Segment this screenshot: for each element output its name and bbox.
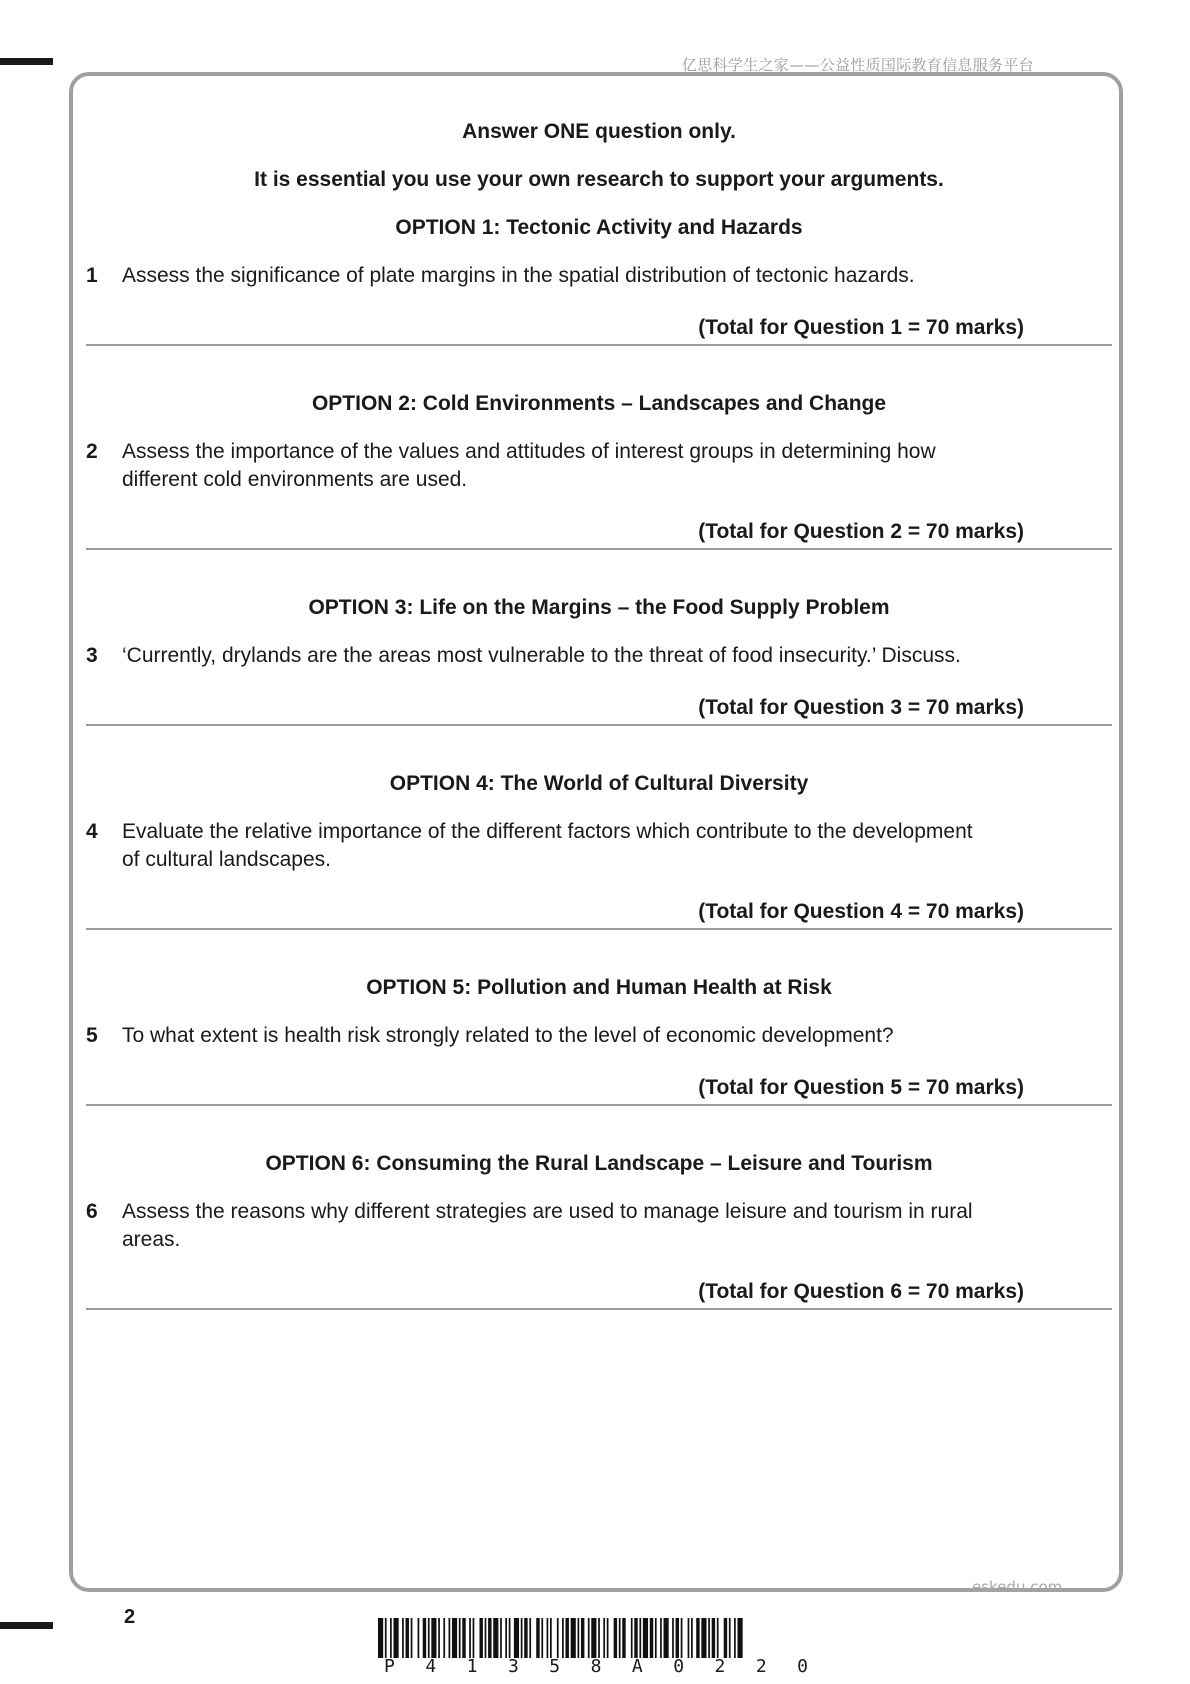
option-title: OPTION 1: Tectonic Activity and Hazards bbox=[395, 216, 803, 239]
barcode-bar bbox=[418, 1618, 420, 1658]
question-row bbox=[86, 1198, 1112, 1254]
barcode-bar bbox=[557, 1618, 559, 1658]
question-row bbox=[86, 262, 1112, 290]
question-number: 3 bbox=[86, 644, 98, 667]
question-number: 5 bbox=[86, 1024, 98, 1047]
question-row bbox=[86, 438, 1112, 494]
barcode-bar bbox=[562, 1618, 564, 1658]
barcode-bar bbox=[578, 1618, 580, 1658]
barcode-char: 3 bbox=[507, 1656, 519, 1677]
barcode-bar bbox=[488, 1618, 491, 1658]
barcode-bar bbox=[591, 1618, 596, 1658]
section-divider bbox=[86, 724, 1112, 726]
barcode-bar bbox=[378, 1618, 383, 1658]
barcode-bar bbox=[485, 1618, 487, 1658]
barcode-bar bbox=[459, 1618, 461, 1658]
section-divider bbox=[86, 344, 1112, 346]
barcode-bar bbox=[524, 1618, 527, 1658]
barcode-char: P bbox=[384, 1656, 395, 1677]
option-section bbox=[86, 974, 1112, 1106]
exam-content bbox=[86, 118, 1112, 1310]
question-total-marks: (Total for Question 1 = 70 marks) bbox=[698, 316, 1024, 339]
section-divider bbox=[86, 928, 1112, 930]
barcode-bar bbox=[479, 1618, 482, 1658]
barcode-bar bbox=[729, 1618, 731, 1658]
barcode-bar bbox=[493, 1618, 498, 1658]
barcode bbox=[378, 1618, 814, 1677]
barcode-bar bbox=[469, 1618, 471, 1658]
question-text: Assess the reasons why different strategies are used to manage leisure and tourism in rural areas. bbox=[122, 1200, 973, 1251]
barcode-bar bbox=[639, 1618, 641, 1658]
barcode-bar bbox=[598, 1618, 600, 1658]
barcode-char: A bbox=[631, 1656, 643, 1677]
barcode-bar bbox=[505, 1618, 507, 1658]
barcode-bar bbox=[536, 1618, 539, 1658]
barcode-bar bbox=[411, 1618, 413, 1658]
barcode-bar bbox=[385, 1618, 387, 1658]
barcode-bar bbox=[622, 1618, 625, 1658]
question-number: 2 bbox=[86, 440, 98, 463]
instruction-research: It is essential you use your own research to support your arguments. bbox=[254, 168, 944, 191]
barcode-char: 8 bbox=[590, 1656, 602, 1677]
question-row bbox=[86, 818, 1112, 874]
registration-mark-bottom bbox=[0, 1622, 53, 1629]
barcode-bar bbox=[614, 1618, 617, 1658]
barcode-char: 1 bbox=[466, 1656, 478, 1677]
option-title: OPTION 2: Cold Environments – Landscapes and Change bbox=[311, 392, 887, 415]
barcode-bar bbox=[500, 1618, 502, 1658]
barcode-bar bbox=[428, 1618, 430, 1658]
barcode-bar bbox=[701, 1618, 706, 1658]
option-title: OPTION 3: Life on the Margins – the Food Supply Problem bbox=[308, 596, 890, 619]
option-section bbox=[86, 594, 1112, 726]
section-divider bbox=[86, 1308, 1112, 1310]
barcode-bar bbox=[581, 1618, 584, 1658]
option-section bbox=[86, 390, 1112, 550]
barcode-bar bbox=[473, 1618, 475, 1658]
option-title: OPTION 5: Pollution and Human Health at Risk bbox=[366, 976, 832, 999]
instruction-answer-one: Answer ONE question only. bbox=[462, 120, 736, 143]
question-total-marks: (Total for Question 2 = 70 marks) bbox=[698, 520, 1024, 543]
barcode-bar bbox=[521, 1618, 523, 1658]
option-section bbox=[86, 770, 1112, 930]
question-text: Assess the significance of plate margins in the spatial distribution of tectonic hazards. bbox=[122, 264, 915, 287]
question-total-marks: (Total for Question 5 = 70 marks) bbox=[698, 1076, 1024, 1099]
barcode-char: 2 bbox=[714, 1656, 726, 1677]
barcode-bar bbox=[655, 1618, 657, 1658]
option-section bbox=[86, 1150, 1112, 1310]
barcode-bar bbox=[696, 1618, 699, 1658]
barcode-bar bbox=[688, 1618, 690, 1658]
barcode-bar bbox=[514, 1618, 519, 1658]
question-number: 6 bbox=[86, 1200, 98, 1223]
barcode-bar bbox=[603, 1618, 605, 1658]
option-title: OPTION 4: The World of Cultural Diversity bbox=[389, 772, 809, 795]
section-divider bbox=[86, 1104, 1112, 1106]
barcode-bar bbox=[449, 1618, 451, 1658]
barcode-char: 0 bbox=[673, 1656, 685, 1677]
barcode-bars bbox=[378, 1618, 814, 1658]
barcode-bar bbox=[712, 1618, 715, 1658]
question-row bbox=[86, 1022, 1112, 1050]
barcode-bar bbox=[406, 1618, 409, 1658]
barcode-bar bbox=[708, 1618, 710, 1658]
question-text: Assess the importance of the values and attitudes of interest groups in determining how different cold environments are used. bbox=[122, 440, 936, 491]
barcode-bar bbox=[737, 1618, 742, 1658]
barcode-bar bbox=[724, 1618, 727, 1658]
watermark-top: 亿思科学生之家——公益性质国际教育信息服务平台 bbox=[682, 56, 1034, 74]
barcode-bar bbox=[402, 1618, 404, 1658]
barcode-bar bbox=[634, 1618, 637, 1658]
question-text: ‘Currently, drylands are the areas most vulnerable to the threat of food insecurity.’ Discuss. bbox=[122, 644, 961, 667]
question-row bbox=[86, 642, 1112, 670]
barcode-bar bbox=[734, 1618, 736, 1658]
barcode-bar bbox=[431, 1618, 436, 1658]
question-text: Evaluate the relative importance of the different factors which contribute to the development of cultural landscapes. bbox=[122, 820, 973, 871]
page-number: 2 bbox=[124, 1606, 136, 1628]
barcode-bar bbox=[631, 1618, 633, 1658]
barcode-bar bbox=[691, 1618, 693, 1658]
barcode-bar bbox=[541, 1618, 543, 1658]
barcode-bar bbox=[443, 1618, 445, 1658]
barcode-bar bbox=[588, 1618, 590, 1658]
barcode-bar bbox=[619, 1618, 621, 1658]
question-total-marks: (Total for Question 3 = 70 marks) bbox=[698, 696, 1024, 719]
barcode-bar bbox=[550, 1618, 552, 1658]
barcode-bar bbox=[676, 1618, 679, 1658]
barcode-bar bbox=[509, 1618, 511, 1658]
barcode-bar bbox=[390, 1618, 392, 1658]
barcode-bar bbox=[462, 1618, 465, 1658]
barcode-bar bbox=[650, 1618, 653, 1658]
barcode-bar bbox=[547, 1618, 549, 1658]
barcode-bar bbox=[452, 1618, 457, 1658]
barcode-bar bbox=[565, 1618, 568, 1658]
barcode-bar bbox=[717, 1618, 719, 1658]
watermark-bottom: eskedu.com bbox=[972, 1578, 1063, 1596]
barcode-bar bbox=[393, 1618, 398, 1658]
barcode-bar bbox=[571, 1618, 576, 1658]
barcode-char: 0 bbox=[797, 1656, 808, 1677]
barcode-text bbox=[378, 1656, 814, 1677]
barcode-bar bbox=[664, 1618, 669, 1658]
option-section bbox=[86, 214, 1112, 346]
question-number: 4 bbox=[86, 820, 98, 843]
question-total-marks: (Total for Question 6 = 70 marks) bbox=[698, 1280, 1024, 1303]
barcode-bar bbox=[423, 1618, 426, 1658]
barcode-bar bbox=[660, 1618, 662, 1658]
question-number: 1 bbox=[86, 264, 98, 287]
barcode-bar bbox=[672, 1618, 674, 1658]
question-text: To what extent is health risk strongly related to the level of economic development? bbox=[122, 1024, 894, 1047]
barcode-bar bbox=[681, 1618, 683, 1658]
barcode-char: 2 bbox=[755, 1656, 767, 1677]
barcode-char: 4 bbox=[425, 1656, 437, 1677]
option-title: OPTION 6: Consuming the Rural Landscape – Leisure and Tourism bbox=[265, 1152, 933, 1175]
barcode-char: 5 bbox=[549, 1656, 561, 1677]
registration-mark-top bbox=[0, 58, 53, 65]
question-total-marks: (Total for Question 4 = 70 marks) bbox=[698, 900, 1024, 923]
section-divider bbox=[86, 548, 1112, 550]
barcode-bar bbox=[607, 1618, 609, 1658]
barcode-bar bbox=[438, 1618, 440, 1658]
barcode-bar bbox=[529, 1618, 531, 1658]
barcode-bar bbox=[643, 1618, 648, 1658]
